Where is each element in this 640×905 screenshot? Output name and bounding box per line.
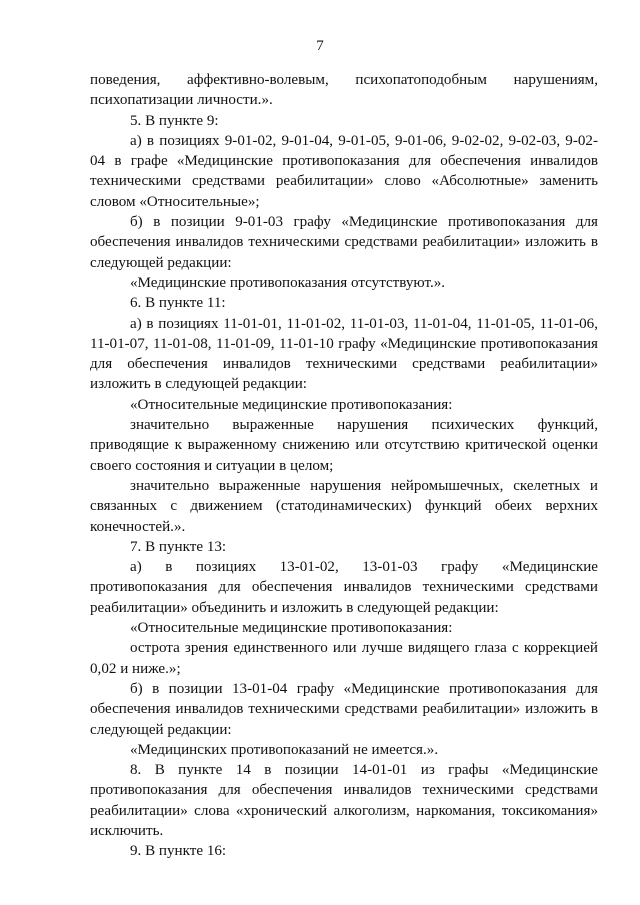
document-body [90,70,598,862]
paragraph: «Медицинских противопоказаний не имеется.». [130,741,439,758]
paragraph: б) в позиции 13-01-04 графу «Медицинские противопоказания для обеспечения инвалидов техническими средствами реабилитации» изложить в следующей редакции: [90,680,598,738]
paragraph: поведения, аффективно-волевым, психопатоподобным нарушениям, психопатизации личности.». [90,72,598,109]
paragraph: а) в позициях 13-01-02, 13-01-03 графу «Медицинские противопоказания для обеспечения инвалидов техническими средствами реабилитации» объединить и изложить в следующей редакции: [90,559,598,616]
paragraph: значительно выраженные нарушения нейромышечных, скелетных и связанных с движением (статодинамических) функций обеих верхних конечностей.». [90,477,598,535]
paragraph: а) в позициях 11-01-01, 11-01-02, 11-01-03, 11-01-04, 11-01-05, 11-01-06, 11-01-07, 11-01-08, 11-01-09, 11-01-10 графу «Медицинские противопоказания для обеспечения инвалидов техническими средствами реабилитации» изложить в следующей редакции: [90,315,598,393]
paragraph: острота зрения единственного или лучше видящего глаза с коррекцией 0,02 и ниже.»; [90,640,598,677]
paragraph: «Относительные медицинские противопоказания: [130,396,453,413]
paragraph: «Относительные медицинские противопоказания: [130,620,453,637]
paragraph: 9. В пункте 16: [130,843,227,860]
paragraph: б) в позиции 9-01-03 графу «Медицинские противопоказания для обеспечения инвалидов техническими средствами реабилитации» изложить в следующей редакции: [90,214,598,271]
paragraph: 5. В пункте 9: [130,112,219,129]
paragraph: 8. В пункте 14 в позиции 14-01-01 из графы «Медицинские противопоказания для обеспечения инвалидов техническими средствами реабилитации» слова «хронический алкоголизм, наркомания, токсикомания» исключить. [90,762,598,839]
page-number: 7 [316,38,324,54]
paragraph: 6. В пункте 11: [130,295,226,312]
paragraph: а) в позициях 9-01-02, 9-01-04, 9-01-05, 9-01-06, 9-02-02, 9-02-03, 9-02-04 в графе «Медицинские противопоказания для обеспечения инвалидов техническими средствами реабилитации» слово «Абсолютные» заменить словом «Относительные»; [90,132,598,210]
paragraph: «Медицинские противопоказания отсутствуют.». [130,274,446,291]
paragraph: значительно выраженные нарушения психических функций, приводящие к выраженному снижению или отсутствию критической оценки своего состояния и ситуации в целом; [90,417,598,474]
paragraph: 7. В пункте 13: [130,538,227,555]
